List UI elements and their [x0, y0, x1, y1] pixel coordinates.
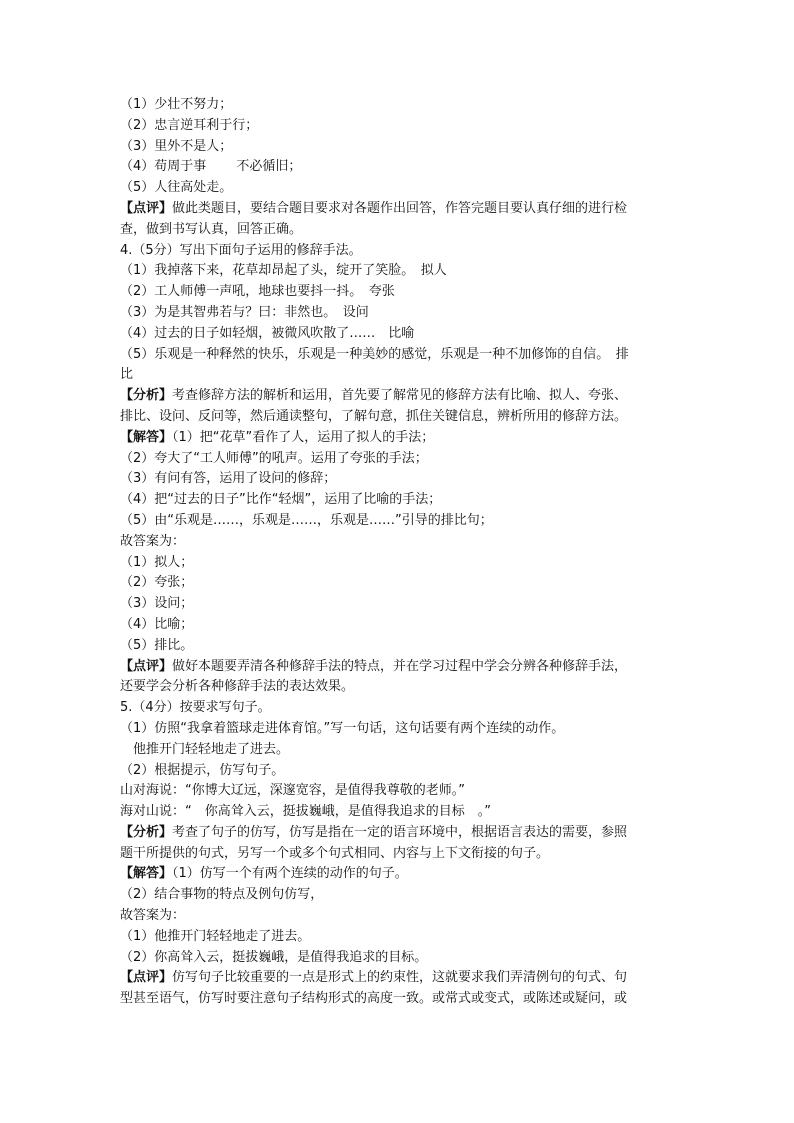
text-line: （1）拟人；: [120, 554, 194, 570]
comment-line: [120, 199, 680, 220]
text-line: （2）夸张；: [120, 575, 194, 591]
comment-line: [120, 657, 680, 678]
text-line: （3）有问有答，运用了设问的修辞；: [120, 471, 337, 487]
answer-text: （1）把“花草”看作了人，运用了拟人的手法；: [172, 429, 435, 445]
comment-tag: 【点评】: [120, 970, 173, 986]
text-line: （5）乐观是一种释然的快乐，乐观是一种美妙的感觉，乐观是一种不加修饰的自信。 排: [120, 346, 629, 362]
comment-line: [120, 968, 680, 989]
text-line: （2）夸大了“工人师傅”的吼声。运用了夸张的手法；: [120, 450, 428, 466]
text-line: （4）过去的日子如轻烟，被微风吹散了…… 比喻: [120, 325, 415, 341]
analysis-line: [120, 386, 680, 407]
text-line: 排比、设问、反问等，然后通读整句，了解句意，抓住关键信息，辨析所用的修辞方法。: [120, 408, 628, 424]
text-line: （2）根据提示，仿写句子。: [120, 762, 285, 778]
text-line: 山对海说：“你博大辽远，深邃宽容，是值得我尊敬的老师。”: [120, 783, 465, 799]
text-line: （4）苟周于事 不必循旧；: [120, 159, 302, 175]
text-line: （1）他推开门轻轻地走了进去。: [120, 928, 311, 944]
analysis-text: 考查修辞方法的解析和运用，首先要了解常见的修辞方法有比喻、拟人、夸张、: [172, 388, 628, 404]
text-line: 比: [120, 367, 134, 383]
text-line: 型甚至语气，仿写时要注意句子结构形式的高度一致。或常式或变式，或陈述或疑问，或: [120, 991, 628, 1007]
text-line: 还要学会分析各种修辞手法的表达效果。: [120, 679, 355, 695]
comment-text: 仿写句子比较重要的一点是形式上的约束性，这就要求我们弄清例句的句式、句: [172, 970, 628, 986]
text-line: 题干所提供的句式，另写一个或多个句式相同、内容与上下文衔接的句子。: [120, 845, 550, 861]
text-line: （1）我掉落下来，花草却昂起了头，绽开了笑脸。 拟人: [120, 263, 447, 279]
text-line: 故答案为：: [120, 533, 186, 549]
document-page: [120, 95, 680, 1010]
text-line: （4）把“过去的日子”比作“轻烟”，运用了比喻的手法；: [120, 492, 442, 508]
answer-tag: 【解答】: [120, 429, 173, 445]
analysis-text: 考查了句子的仿写，仿写是指在一定的语言环境中，根据语言表达的需要，参照: [172, 824, 628, 840]
answer-tag: 【解答】: [120, 866, 173, 882]
text-line: （2）你高耸入云，挺拔巍峨，是值得我追求的目标。: [120, 949, 428, 965]
analysis-tag: 【分析】: [120, 824, 173, 840]
text-line: 他推开门轻轻地走了进去。: [120, 741, 290, 757]
comment-tag: 【点评】: [120, 658, 173, 674]
text-line: （1）仿照“我拿着篮球走进体育馆。”写一句话，这句话要有两个连续的动作。: [120, 720, 565, 736]
question-heading: 5.（4分）按要求写句子。: [120, 700, 271, 716]
text-line: （5）排比。: [120, 637, 194, 653]
text-line: （2）结合事物的特点及例句仿写，: [120, 887, 324, 903]
comment-tag: 【点评】: [120, 200, 173, 216]
question-heading: 4.（5分）写出下面句子运用的修辞手法。: [120, 242, 362, 258]
text-line: （2）忠言逆耳利于行；: [120, 117, 259, 133]
comment-text: 做此类题目，要结合题目要求对各题作出回答，作答完题目要认真仔细的进行检: [172, 200, 628, 216]
analysis-tag: 【分析】: [120, 388, 173, 404]
text-line: 海对山说：“ 你高耸入云，挺拔巍峨，是值得我追求的目标 。”: [120, 804, 491, 820]
text-line: （5）由“乐观是……，乐观是……，乐观是……”引导的排比句；: [120, 512, 493, 528]
text-line: 故答案为：: [120, 908, 186, 924]
text-line: （5）人往高处走。: [120, 180, 233, 196]
text-line: （4）比喻；: [120, 616, 194, 632]
text-line: （3）为是其智弗若与？曰：非然也。 设问: [120, 304, 369, 320]
answer-line: [120, 428, 680, 449]
answer-text: （1）仿写一个有两个连续的动作的句子。: [172, 866, 408, 882]
answer-line: [120, 864, 680, 885]
text-line: （3）设问；: [120, 596, 194, 612]
text-line: （2）工人师傅一声吼，地球也要抖一抖。 夸张: [120, 284, 395, 300]
text-line: 查，做到书写认真，回答正确。: [120, 221, 303, 237]
analysis-line: [120, 823, 680, 844]
text-line: （3）里外不是人；: [120, 138, 233, 154]
comment-text: 做好本题要弄清各种修辞手法的特点，并在学习过程中学会分辨各种修辞手法，: [172, 658, 628, 674]
text-line: （1）少壮不努力；: [120, 97, 233, 112]
